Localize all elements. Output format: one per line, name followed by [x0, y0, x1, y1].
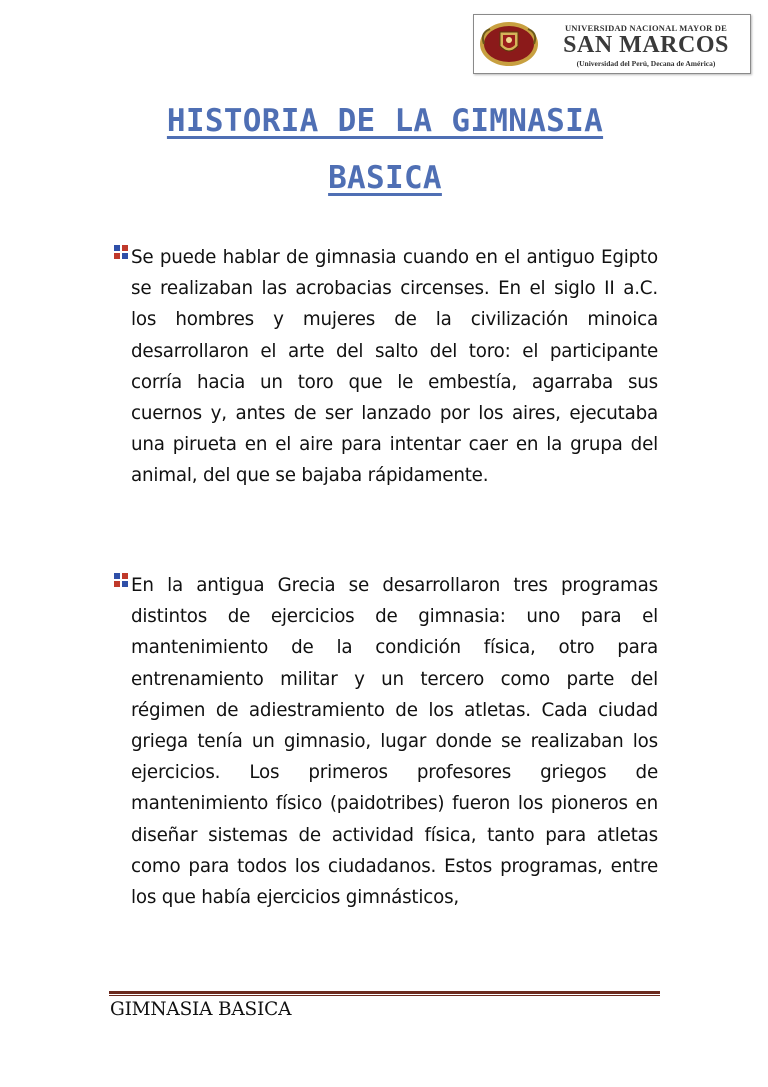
footer-divider — [109, 991, 660, 996]
four-square-bullet-icon — [114, 245, 128, 259]
university-logo — [473, 14, 751, 74]
logo-university-line: UNIVERSIDAD NACIONAL MAYOR DE — [564, 23, 728, 33]
page-title-line-2: BASICA — [328, 160, 442, 196]
four-square-bullet-icon — [114, 573, 128, 587]
paragraph-egypt: Se puede hablar de gimnasia cuando en el antiguo Egipto se realizaban las acrobacias circenses. En el siglo II a.C. los hombres y mujeres de la civilización minoica desarrollaron el arte del salto del toro: el participante corría hacia un toro que le embestía, agarraba sus cuernos y, antes de ser lanzado por los aires, ejecutaba una pirueta en el aire para intentar caer en la grupa del animal, del que se bajaba rápidamente. — [131, 247, 658, 487]
page-title-line-1: HISTORIA DE LA GIMNASIA — [166, 103, 604, 139]
university-seal-icon — [478, 19, 540, 69]
logo-name-line: SAN MARCOS — [563, 32, 729, 58]
footer-title: GIMNASIA BASICA — [110, 999, 292, 1020]
logo-motto-line: (Universidad del Perú, Decana de América) — [576, 59, 716, 68]
paragraph-greece: En la antigua Grecia se desarrollaron tres programas distintos de ejercicios de gimnasia: uno para el mantenimiento de la condición física, otro para entrenamiento militar y un tercero como parte del régimen de adiestramiento de los atletas. Cada ciudad griega tenía un gimnasio, lugar donde se realizaban los ejercicios. Los primeros profesores griegos de mantenimiento físico (paidotribes) fueron los pioneros en diseñar sistemas de actividad física, tanto para atletas como para todos los ciudadanos. Estos programas, entre los que había ejercicios gimnásticos, — [131, 575, 658, 909]
